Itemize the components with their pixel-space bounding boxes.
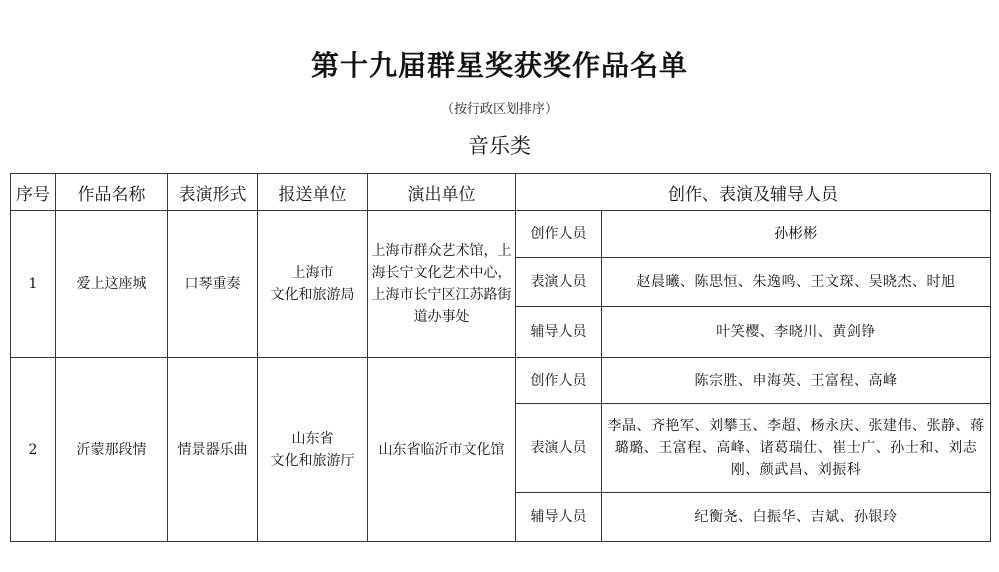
submitter-line: 文化和旅游厅 bbox=[270, 452, 355, 469]
role-names: 纪衡尧、白振华、吉斌、孙银玲 bbox=[602, 493, 991, 542]
entry-seq: 2 bbox=[11, 358, 56, 542]
entry-performer: 上海市群众艺术馆，上海长宁文化艺术中心，上海市长宁区江苏路街道办事处 bbox=[368, 211, 516, 358]
role-names: 赵晨曦、陈思恒、朱逸鸣、王文琛、吴晓杰、时旭 bbox=[602, 258, 991, 307]
role-label: 辅导人员 bbox=[516, 493, 602, 542]
header-work: 作品名称 bbox=[56, 174, 168, 211]
header-submitter: 报送单位 bbox=[258, 174, 368, 211]
submitter-line: 文化和旅游局 bbox=[270, 287, 355, 303]
entry-form: 情景器乐曲 bbox=[168, 358, 258, 542]
role-names: 叶笑樱、李晓川、黄剑铮 bbox=[602, 307, 991, 358]
role-label: 表演人员 bbox=[516, 258, 602, 307]
header-performer: 演出单位 bbox=[368, 174, 516, 211]
role-names: 陈宗胜、申海英、王富程、高峰 bbox=[602, 358, 991, 404]
role-names: 李晶、齐艳军、刘攀玉、李超、杨永庆、张建伟、张静、蒋璐璐、王富程、高峰、诸葛瑞仕、崔士广、孙士和、刘志刚、颜武昌、刘振科 bbox=[602, 404, 991, 493]
entry-submitter bbox=[258, 211, 368, 358]
entry-seq: 1 bbox=[11, 211, 56, 358]
entry-performer: 山东省临沂市文化馆 bbox=[368, 358, 516, 542]
role-label: 辅导人员 bbox=[516, 307, 602, 358]
submitter-line: 山东省 bbox=[291, 430, 334, 447]
role-label: 表演人员 bbox=[516, 404, 602, 493]
table-row bbox=[11, 211, 991, 258]
table-row bbox=[11, 358, 991, 404]
entry-form: 口琴重奏 bbox=[168, 211, 258, 358]
header-people: 创作、表演及辅导人员 bbox=[516, 174, 991, 211]
submitter-line: 上海市 bbox=[291, 265, 334, 281]
award-table bbox=[10, 173, 991, 542]
role-label: 创作人员 bbox=[516, 211, 602, 258]
header-form: 表演形式 bbox=[168, 174, 258, 211]
category-heading: 音乐类 bbox=[468, 134, 531, 158]
role-names: 孙彬彬 bbox=[602, 211, 991, 258]
header-row bbox=[11, 174, 991, 211]
page-title: 第十九届群星奖获奖作品名单 bbox=[310, 49, 688, 82]
header-seq: 序号 bbox=[11, 174, 56, 211]
entry-work: 沂蒙那段情 bbox=[56, 358, 168, 542]
role-label: 创作人员 bbox=[516, 358, 602, 404]
entry-work: 爱上这座城 bbox=[56, 211, 168, 358]
page-subtitle: （按行政区划排序） bbox=[440, 102, 558, 117]
entry-submitter bbox=[258, 358, 368, 542]
